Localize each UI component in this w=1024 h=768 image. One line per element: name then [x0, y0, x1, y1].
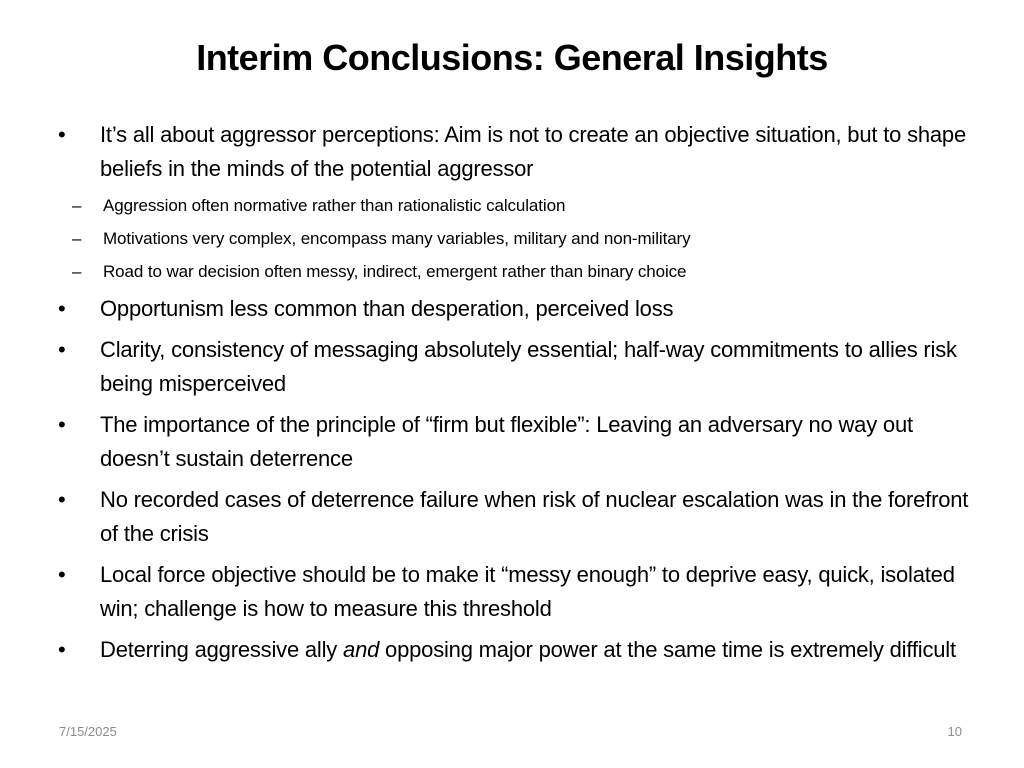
bullet-text: It’s all about aggressor perceptions: Aim is not to create an objective situation, but to shape beliefs in the minds of the potential aggressor: [100, 122, 967, 181]
bullet-icon: •: [58, 337, 66, 362]
bullet-item: [58, 408, 978, 476]
bullet-item: [58, 633, 978, 667]
bullet-item: [58, 333, 978, 401]
dash-icon: –: [72, 229, 82, 248]
bullet-list: [58, 118, 978, 674]
sub-bullet-item: [58, 226, 978, 252]
dash-icon: –: [72, 262, 82, 281]
bullet-text: [100, 637, 956, 662]
bullet-text: No recorded cases of deterrence failure when risk of nuclear escalation was in the forefront of the crisis: [100, 487, 969, 546]
bullet-text: The importance of the principle of “firm but flexible”: Leaving an adversary no way out doesn’t sustain deterrence: [100, 412, 913, 471]
bullet-text-italic: and: [343, 637, 380, 662]
bullet-text: Opportunism less common than desperation, perceived loss: [100, 296, 674, 321]
bullet-text-end: opposing major power at the same time is extremely difficult: [379, 637, 956, 662]
slide-number: 10: [947, 724, 962, 739]
sub-bullet-list: [58, 193, 978, 285]
bullet-icon: •: [58, 296, 66, 321]
bullet-icon: •: [58, 637, 66, 662]
sub-bullet-item: [58, 193, 978, 219]
bullet-text: Clarity, consistency of messaging absolutely essential; half-way commitments to allies risk being misperceived: [100, 337, 957, 396]
footer-date: 7/15/2025: [59, 724, 117, 739]
sub-bullet-text: Aggression often normative rather than rationalistic calculation: [103, 196, 566, 215]
bullet-item: [58, 483, 978, 551]
bullet-icon: •: [58, 412, 66, 437]
bullet-item: [58, 558, 978, 626]
slide-title: Interim Conclusions: General Insights: [196, 37, 828, 78]
bullet-icon: •: [58, 122, 66, 147]
bullet-text: Local force objective should be to make it “messy enough” to deprive easy, quick, isolated win; challenge is how to measure this threshold: [100, 562, 955, 621]
bullet-icon: •: [58, 562, 66, 587]
sub-bullet-text: Motivations very complex, encompass many variables, military and non-military: [103, 229, 691, 248]
bullet-item: [58, 292, 978, 326]
sub-bullet-item: [58, 259, 978, 285]
bullet-item: [58, 118, 978, 186]
dash-icon: –: [72, 196, 82, 215]
sub-bullet-text: Road to war decision often messy, indirect, emergent rather than binary choice: [103, 262, 687, 281]
bullet-icon: •: [58, 487, 66, 512]
bullet-text-start: Deterring aggressive ally: [100, 637, 344, 662]
